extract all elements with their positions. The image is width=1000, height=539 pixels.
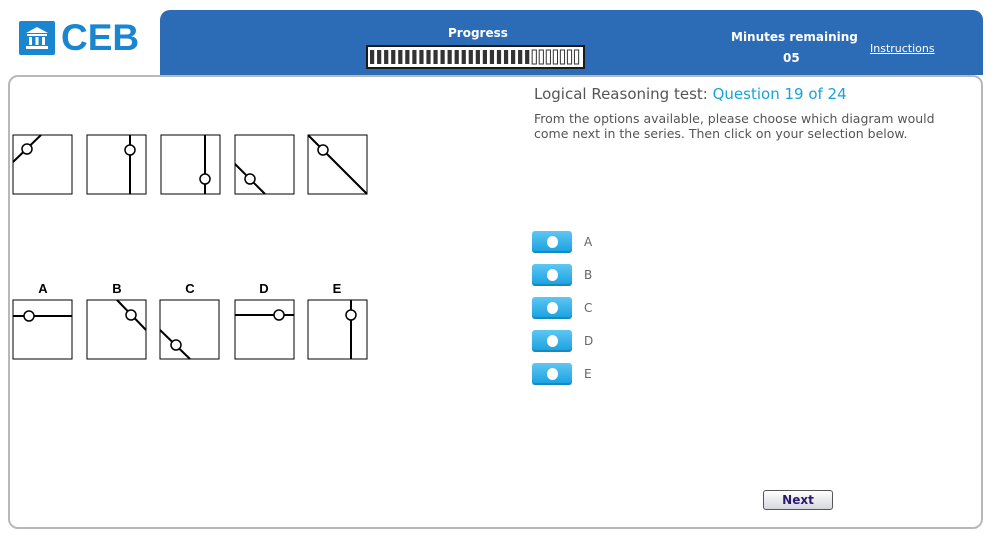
progress-segment-empty xyxy=(553,50,557,64)
answer-label-c: C xyxy=(185,281,195,296)
answer-diagram-d xyxy=(235,300,294,359)
radio-dot-icon xyxy=(547,302,558,314)
progress-segment-filled xyxy=(504,50,508,64)
next-button[interactable]: Next xyxy=(763,490,833,510)
progress-segment-filled xyxy=(441,50,445,64)
option-e[interactable] xyxy=(532,363,592,385)
series-diagram-4 xyxy=(235,135,294,194)
progress-segment-filled xyxy=(476,50,480,64)
progress-label: Progress xyxy=(448,26,508,40)
series-diagram-2 xyxy=(87,135,146,194)
option-b[interactable] xyxy=(532,264,592,286)
progress-segment-filled xyxy=(455,50,459,64)
progress-segment-filled xyxy=(419,50,423,64)
answer-label-a: A xyxy=(38,281,48,296)
progress-segment-filled xyxy=(433,50,437,64)
answer-diagram-c xyxy=(160,300,219,359)
instructions-link[interactable]: Instructions xyxy=(870,42,935,55)
option-c-button[interactable] xyxy=(532,297,572,319)
progress-segment-empty xyxy=(532,50,536,64)
answer-diagram-b xyxy=(87,300,146,359)
progress-segment-filled xyxy=(469,50,473,64)
radio-dot-icon xyxy=(547,236,558,248)
progress-segment-filled xyxy=(398,50,402,64)
answer-label-b: B xyxy=(112,281,122,296)
progress-segments xyxy=(368,47,583,67)
progress-segment-filled xyxy=(405,50,409,64)
progress-segment-empty xyxy=(574,50,578,64)
brand-name: CEB xyxy=(61,17,140,58)
radio-dot-icon xyxy=(547,269,558,281)
radio-dot-icon xyxy=(547,335,558,347)
radio-dot-icon xyxy=(547,368,558,380)
series-diagram-3 xyxy=(161,135,220,194)
answer-diagram-e xyxy=(308,300,367,359)
progress-segment-filled xyxy=(483,50,487,64)
answer-diagram-a xyxy=(13,300,72,359)
progress-segment-empty xyxy=(546,50,550,64)
option-e-button[interactable] xyxy=(532,363,572,385)
option-d[interactable] xyxy=(532,330,593,352)
test-name: Logical Reasoning test: xyxy=(534,85,708,103)
option-b-label: B xyxy=(584,268,593,282)
option-a[interactable] xyxy=(532,231,592,253)
progress-bar xyxy=(366,45,585,69)
option-e-label: E xyxy=(584,367,592,381)
progress-segment-empty xyxy=(560,50,564,64)
progress-segment-filled xyxy=(518,50,522,64)
series-diagram-5 xyxy=(308,135,367,194)
minutes-remaining-label: Minutes remaining xyxy=(731,30,858,44)
progress-segment-filled xyxy=(448,50,452,64)
answer-label-e: E xyxy=(332,281,342,296)
question-instructions: From the options available, please choose which diagram would come next in the series. Then click on your selection below. xyxy=(534,111,935,141)
progress-segment-filled xyxy=(490,50,494,64)
option-a-label: A xyxy=(584,235,593,249)
progress-segment-filled xyxy=(525,50,529,64)
option-c-label: C xyxy=(584,301,593,315)
answer-label-d: D xyxy=(259,281,269,296)
progress-segment-filled xyxy=(497,50,501,64)
question-number: Question 19 of 24 xyxy=(712,85,847,103)
option-d-label: D xyxy=(584,334,594,348)
diagram-area xyxy=(0,0,380,370)
progress-segment-filled xyxy=(462,50,466,64)
progress-segment-empty xyxy=(539,50,543,64)
option-b-button[interactable] xyxy=(532,264,572,286)
progress-segment-filled xyxy=(384,50,388,64)
progress-segment-empty xyxy=(567,50,571,64)
question-title xyxy=(534,85,847,103)
progress-segment-filled xyxy=(511,50,515,64)
progress-segment-filled xyxy=(426,50,430,64)
series-diagram-1 xyxy=(13,135,72,194)
option-c[interactable] xyxy=(532,297,592,319)
progress-segment-filled xyxy=(391,50,395,64)
progress-segment-filled xyxy=(412,50,416,64)
option-d-button[interactable] xyxy=(532,330,572,352)
option-a-button[interactable] xyxy=(532,231,572,253)
minutes-remaining-value: 05 xyxy=(783,51,800,65)
